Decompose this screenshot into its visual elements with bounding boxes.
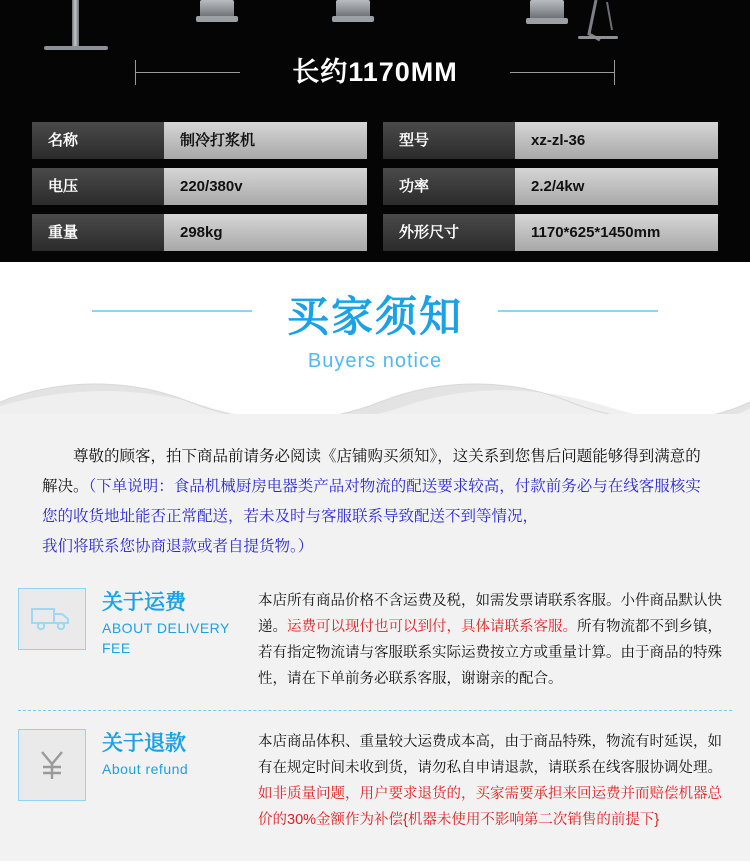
spec-pair-power [383,168,718,205]
spec-value: xz-zl-36 [515,122,718,159]
spec-value: 220/380v [164,168,367,205]
spec-key: 重量 [32,214,164,251]
spec-value: 制冷打浆机 [164,122,367,159]
spec-table [32,122,718,260]
spec-pair-size [383,214,718,251]
dimension-label: 长约1170MM [240,50,510,89]
section-subtitle: ABOUT DELIVERY FEE [102,620,230,656]
product-hero-section [0,0,750,262]
section-delivery-fee [0,570,750,706]
icon-box [18,729,86,801]
buyers-notice-header [0,262,750,372]
dimension-indicator [135,36,615,87]
header-rule-left [92,310,252,312]
delivery-title-col [88,588,258,692]
section-text-part: 本店商品体积、重量较大运费成本高，由于商品特殊，物流有时延误，如有在规定时间未收到货，请勿私自申请退款，请联系在线客服协调处理。 [258,734,722,776]
wave-graphic [0,372,750,414]
section-text-part: 所有物流都不到乡镇，若有指定物流请与客服联系实际运费按立方或重量计算。由于商品的特殊性，请在下单前务必联系客服，谢谢亲的配合。 [258,619,722,687]
notice-subtitle: Buyers notice [307,350,443,372]
spec-pair-name [32,122,367,159]
refund-icon-col [0,729,88,833]
delivery-icon-col [0,588,88,692]
spec-value: 298kg [164,214,367,251]
spec-row [32,214,718,251]
notice-body [0,414,750,570]
spec-row [32,168,718,205]
section-text-part-highlight: 如非质量问题，用户要求退货的，买家需要承担来回运费并而赔偿机器总价的30%金额作为补偿{机器未使用不影响第二次销售的前提下} [258,786,722,828]
section-title: 关于退款 [102,732,186,755]
header-rule-right [498,310,658,312]
truck-icon [30,605,74,633]
notice-paragraph-blue-1: （下单说明：食品机械厨房电器类产品对物流的配送要求较高，付款前务必与在线客服核实您的收货地址能否正常配送，若未及时与客服联系导致配送不到等情况， [42,478,701,525]
spec-key: 功率 [383,168,515,205]
body-bottom-spacer [0,847,750,861]
spec-key: 型号 [383,122,515,159]
spec-key: 外形尺寸 [383,214,515,251]
spec-pair-weight [32,214,367,251]
section-text-part: 本店所有商品价格不含运费及税，如需发票请联系客服。小件商品默认快递。 [258,593,722,635]
section-text [258,729,750,833]
spec-value: 2.2/4kw [515,168,718,205]
section-text [258,588,750,692]
spec-key: 电压 [32,168,164,205]
wave-divider [0,372,750,414]
spec-value: 1170*625*1450mm [515,214,718,251]
section-text-part-highlight: 运费可以现付也可以到付，具体请联系客服。 [287,619,577,635]
section-subtitle: About refund [102,761,189,777]
notice-paragraph [42,442,708,532]
spec-row [32,122,718,159]
spec-key: 名称 [32,122,164,159]
refund-title-col [88,729,258,833]
icon-box [18,588,86,650]
spec-pair-voltage [32,168,367,205]
section-refund [0,711,750,847]
yen-icon [35,745,69,785]
notice-paragraph-blue-2: 我们将联系您协商退款或者自提货物。） [42,538,314,555]
notice-title: 买家须知 [286,293,463,340]
section-title: 关于运费 [102,591,186,614]
notice-paragraph-main: 尊敬的顾客，拍下商品前请务必阅读《店铺购买须知》，这关系到您售后问题能够得到满意的解决。 [42,448,701,495]
spec-pair-model [383,122,718,159]
